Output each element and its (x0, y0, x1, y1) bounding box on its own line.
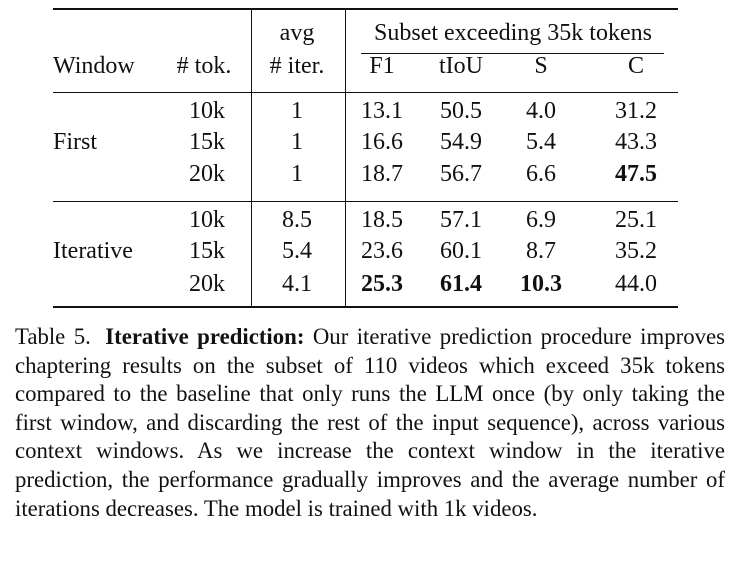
subset-header-underline (361, 53, 664, 54)
cell-tok: 15k (189, 129, 225, 155)
header-avg-iterations: # iter. (269, 53, 325, 79)
results-table (53, 8, 678, 310)
caption-text: Our iterative prediction procedure improves chaptering results on the subset of 110 videos which exceed 35k tokens compared to the baseline that only runs the LLM once (by only taking the first window, and discarding the rest of the input sequence), across various context windows. As we increase the context window in the iterative prediction, the performance gradually improves and the average number of iterations decreases. The model is trained with 1k videos. (15, 324, 726, 521)
cell-f1: 18.7 (361, 161, 403, 187)
table-caption (15, 323, 725, 523)
header-rule (53, 92, 678, 93)
cell-s: 8.7 (526, 238, 556, 264)
cell-c: 43.3 (615, 129, 657, 155)
cell-iter: 1 (291, 98, 303, 124)
header-avg: avg (279, 20, 315, 46)
cell-iter: 8.5 (282, 207, 312, 233)
cell-s: 6.6 (526, 161, 556, 187)
cell-c: 44.0 (615, 271, 657, 297)
cell-f1: 13.1 (361, 98, 403, 124)
cell-f1: 18.5 (361, 207, 403, 233)
cell-s-best: 10.3 (520, 271, 562, 297)
cell-tiou: 56.7 (440, 161, 482, 187)
column-separator-left (251, 10, 252, 306)
cell-tok: 10k (189, 207, 225, 233)
header-c: C (627, 53, 645, 79)
cell-f1-best: 25.3 (361, 271, 403, 297)
table-bottom-rule (53, 306, 678, 308)
cell-s: 4.0 (526, 98, 556, 124)
caption-title: Iterative prediction: (105, 324, 305, 349)
header-tokens: # tok. (176, 53, 232, 79)
group-separator-rule (53, 201, 678, 202)
cell-c-best: 47.5 (615, 161, 657, 187)
column-separator-right (345, 10, 346, 306)
cell-tiou-best: 61.4 (440, 271, 482, 297)
group-label-iterative: Iterative (53, 238, 133, 264)
caption-label: Table 5. (15, 324, 91, 349)
cell-tiou: 57.1 (440, 207, 482, 233)
cell-tok: 15k (189, 238, 225, 264)
header-f1: F1 (369, 53, 395, 79)
header-window: Window (53, 53, 135, 79)
cell-iter: 1 (291, 129, 303, 155)
cell-tok: 20k (189, 161, 225, 187)
cell-tok: 10k (189, 98, 225, 124)
cell-tiou: 60.1 (440, 238, 482, 264)
group-label-first: First (53, 129, 98, 155)
cell-f1: 23.6 (361, 238, 403, 264)
cell-c: 35.2 (615, 238, 657, 264)
header-subset: Subset exceeding 35k tokens (374, 20, 652, 46)
cell-c: 25.1 (615, 207, 657, 233)
cell-c: 31.2 (615, 98, 657, 124)
cell-iter: 4.1 (282, 271, 312, 297)
cell-iter: 5.4 (282, 238, 312, 264)
cell-tok: 20k (189, 271, 225, 297)
header-s: S (534, 53, 548, 79)
cell-f1: 16.6 (361, 129, 403, 155)
cell-iter: 1 (291, 161, 303, 187)
table-top-rule (53, 8, 678, 10)
cell-tiou: 54.9 (440, 129, 482, 155)
cell-tiou: 50.5 (440, 98, 482, 124)
cell-s: 5.4 (526, 129, 556, 155)
header-tiou: tIoU (439, 53, 483, 79)
cell-s: 6.9 (526, 207, 556, 233)
